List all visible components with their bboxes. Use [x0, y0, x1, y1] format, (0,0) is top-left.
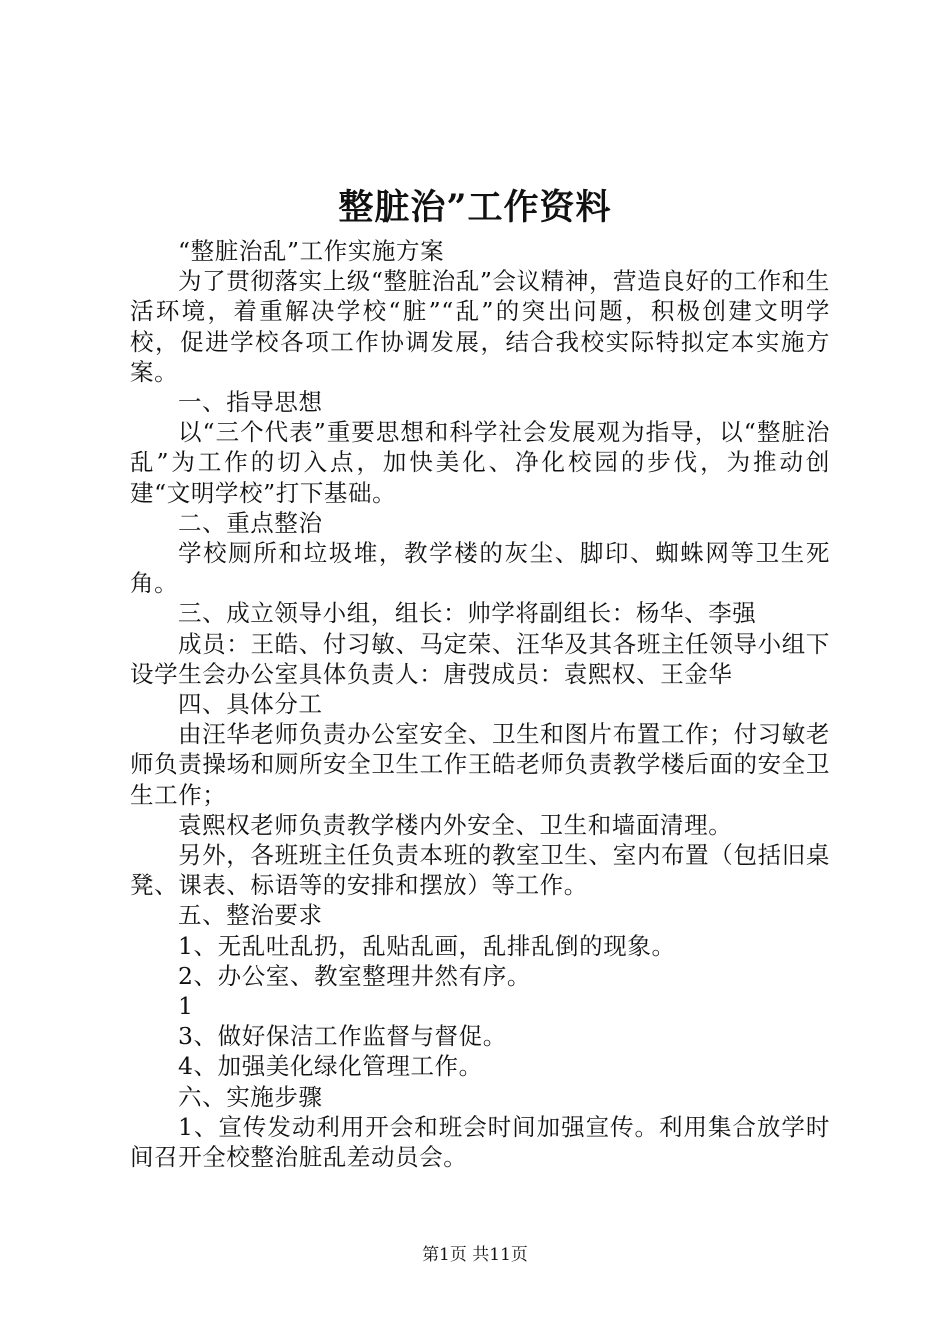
section-heading: 二、重点整治 [178, 508, 323, 537]
stray-number: 1 [178, 992, 194, 1021]
list-item: 4、加强美化绿化管理工作。 [178, 1052, 483, 1081]
paragraph: 成员：王皓、付习敏、马定荣、汪华及其各班主任领导小组下设学生会办公室具体负责人：唐弢成员：袁熙权、王金华 [130, 629, 830, 688]
document-body [130, 236, 830, 1172]
page-footer: 第1页 共11页 [422, 1245, 528, 1265]
paragraph: 由汪华老师负责办公室安全、卫生和图片布置工作；付习敏老师负责操场和厕所安全卫生工作王皓老师负责教学楼后面的安全卫生工作； [130, 720, 830, 809]
section-heading: 四、具体分工 [178, 690, 323, 719]
section-heading: 六、实施步骤 [178, 1082, 323, 1111]
list-item: 1、无乱吐乱扔，乱贴乱画，乱排乱倒的现象。 [178, 931, 676, 960]
paragraph: 另外，各班班主任负责本班的教室卫生、室内布置（包括旧桌凳、课表、标语等的安排和摆放）等工作。 [130, 841, 830, 900]
list-item: 2、办公室、教室整理井然有序。 [178, 961, 531, 990]
paragraph: 为了贯彻落实上级“整脏治乱”会议精神，营造良好的工作和生活环境，着重解决学校“脏”“乱”的突出问题，积极创建文明学校，促进学校各项工作协调发展，结合我校实际特拟定本实施方案。 [130, 267, 830, 386]
paragraph: 1、宣传发动利用开会和班会时间加强宣传。利用集合放学时间召开全校整治脏乱差动员会。 [130, 1112, 830, 1172]
list-item: 3、做好保洁工作监督与督促。 [178, 1022, 507, 1051]
document-title: 整脏治”工作资料 [338, 187, 612, 228]
section-heading: 一、指导思想 [178, 388, 323, 417]
paragraph: 以“三个代表”重要思想和科学社会发展观为指导，以“整脏治乱”为工作的切入点，加快美化、净化校园的步伐，为推动创建“文明学校”打下基础。 [130, 418, 830, 507]
paragraph: 学校厕所和垃圾堆，教学楼的灰尘、脚印、蜘蛛网等卫生死角。 [130, 539, 830, 598]
paragraph: “整脏治乱”工作实施方案 [178, 237, 445, 265]
section-heading: 五、整治要求 [178, 901, 323, 930]
section-heading: 三、成立领导小组，组长：帅学将副组长：杨华、李强 [178, 599, 757, 628]
paragraph: 袁熙权老师负责教学楼内外安全、卫生和墙面清理。 [178, 810, 733, 839]
